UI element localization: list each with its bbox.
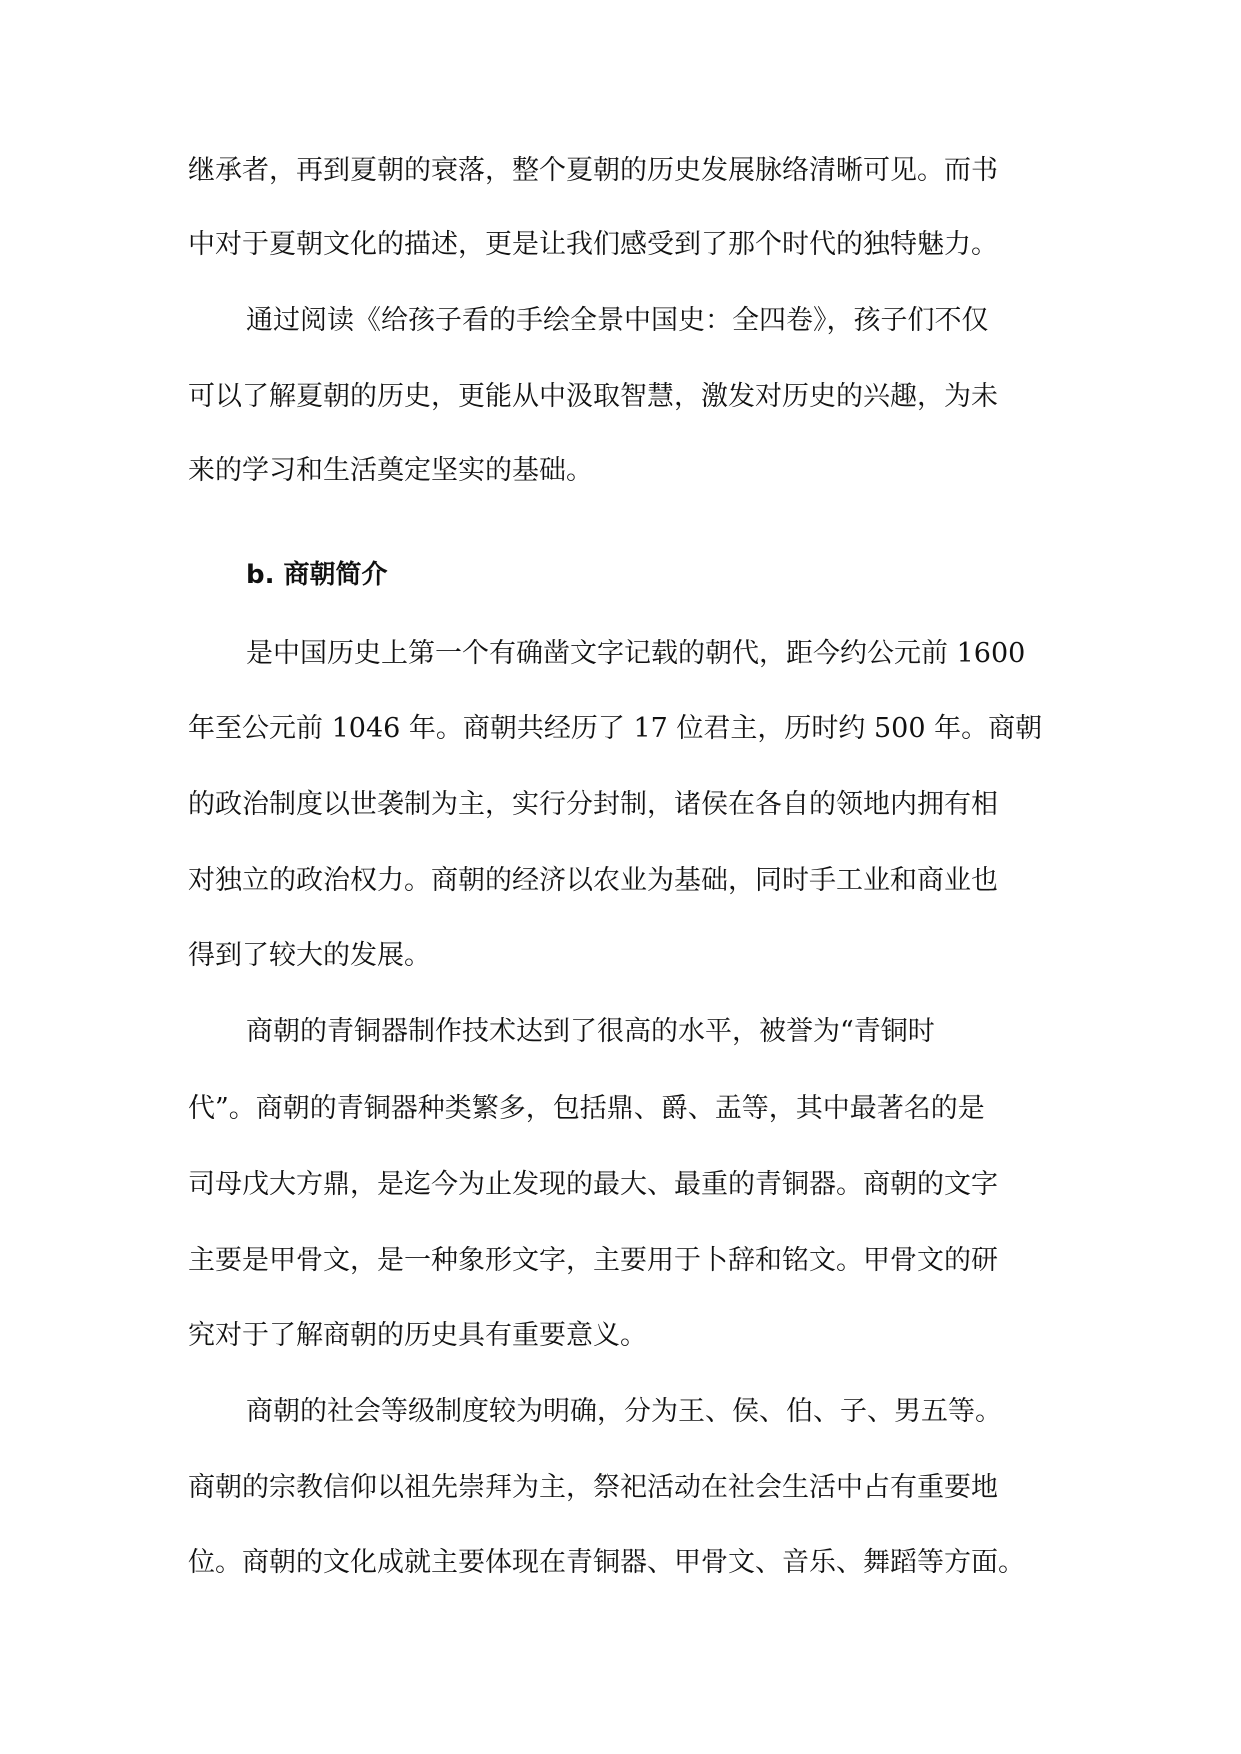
paragraph-shang-bronze-line-2: 代”。商朝的青铜器种类繁多，包括鼎、爵、盂等，其中最著名的是: [188, 1093, 985, 1124]
paragraph-shang-intro-line-4: 对独立的政治权力。商朝的经济以农业为基础，同时手工业和商业也: [188, 865, 998, 896]
paragraph-shang-intro-line-3: 的政治制度以世袭制为主，实行分封制，诸侯在各自的领地内拥有相: [188, 789, 998, 820]
paragraph-xia-continued-line-1: 继承者，再到夏朝的衰落，整个夏朝的历史发展脉络清晰可见。而书: [188, 155, 998, 186]
paragraph-shang-bronze-line-3: 司母戊大方鼎，是迄今为止发现的最大、最重的青铜器。商朝的文字: [188, 1169, 998, 1200]
paragraph-shang-intro-line-5: 得到了较大的发展。: [188, 940, 431, 971]
paragraph-xia-conclusion-line-2: 可以了解夏朝的历史，更能从中汲取智慧，激发对历史的兴趣，为未: [188, 381, 998, 412]
paragraph-shang-bronze-line-5: 究对于了解商朝的历史具有重要意义。: [188, 1320, 647, 1351]
paragraph-shang-bronze-line-4: 主要是甲骨文，是一种象形文字，主要用于卜辞和铭文。甲骨文的研: [188, 1245, 998, 1276]
paragraph-shang-society-line-1: 商朝的社会等级制度较为明确，分为王、侯、伯、子、男五等。: [246, 1396, 1002, 1427]
paragraph-shang-society-line-2: 商朝的宗教信仰以祖先崇拜为主，祭祀活动在社会生活中占有重要地: [188, 1472, 998, 1503]
paragraph-xia-continued-line-2: 中对于夏朝文化的描述，更是让我们感受到了那个时代的独特魅力。: [188, 229, 998, 260]
paragraph-xia-conclusion-line-3: 来的学习和生活奠定坚实的基础。: [188, 455, 593, 486]
paragraph-xia-conclusion-line-1: 通过阅读《给孩子看的手绘全景中国史：全四卷》，孩子们不仅: [246, 305, 989, 336]
paragraph-shang-intro-line-2: 年至公元前 1046 年。商朝共经历了 17 位君主，历时约 500 年。商朝: [188, 713, 1043, 744]
section-heading: b. 商朝简介: [246, 560, 388, 590]
paragraph-shang-society-line-3: 位。商朝的文化成就主要体现在青铜器、甲骨文、音乐、舞蹈等方面。: [188, 1547, 1025, 1578]
paragraph-shang-bronze-line-1: 商朝的青铜器制作技术达到了很高的水平，被誉为“青铜时: [246, 1016, 935, 1047]
paragraph-shang-intro-line-1: 是中国历史上第一个有确凿文字记载的朝代，距今约公元前 1600: [246, 638, 1026, 669]
